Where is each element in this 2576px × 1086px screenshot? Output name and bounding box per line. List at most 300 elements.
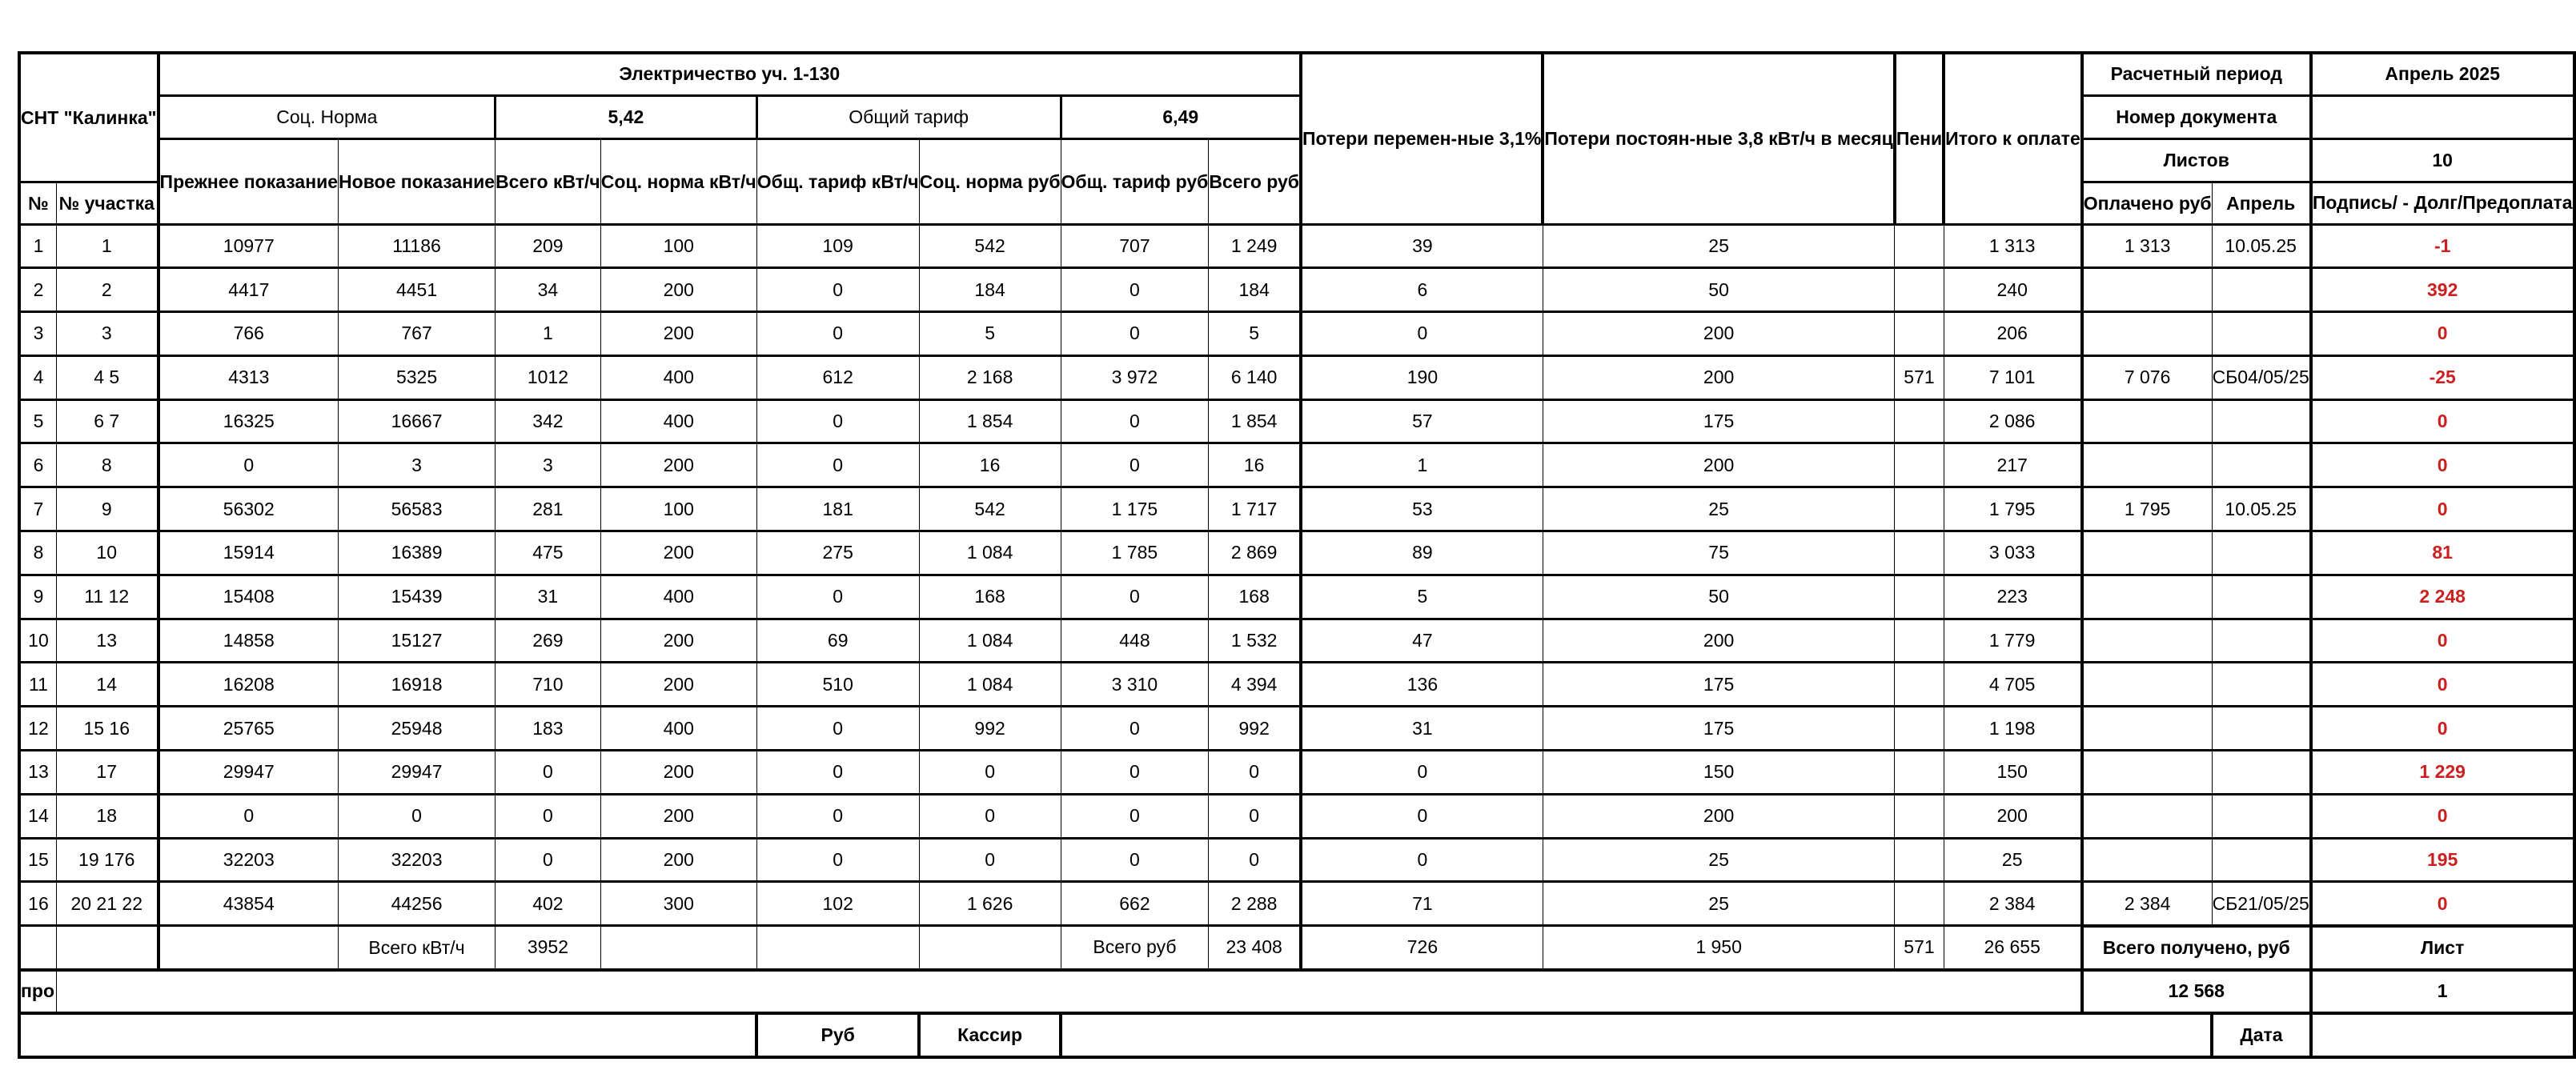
cell-common-kwh: 612 xyxy=(756,355,919,399)
cell-soc-rub: 1 084 xyxy=(919,663,1061,707)
cell-new-reading: 25948 xyxy=(339,707,496,751)
table-row xyxy=(19,751,2574,795)
totals-empty-plot xyxy=(56,926,158,970)
cell-new-reading: 767 xyxy=(339,312,496,356)
cell-penalty xyxy=(1895,794,1944,838)
sheet-value: 1 xyxy=(2311,970,2574,1014)
cell-losses-variable: 31 xyxy=(1301,707,1543,751)
cell-penalty xyxy=(1895,707,1944,751)
cell-common-kwh: 0 xyxy=(756,312,919,356)
totals-empty-soc-rub xyxy=(919,926,1061,970)
totals-empty-no xyxy=(19,926,56,970)
cell-plot-number: 20 21 22 xyxy=(56,882,158,926)
cell-total-rub: 0 xyxy=(1209,751,1301,795)
cell-soc-rub: 184 xyxy=(919,268,1061,312)
col-plot-number: № участка xyxy=(56,182,158,224)
cell-new-reading: 16918 xyxy=(339,663,496,707)
cell-total-kwh: 710 xyxy=(496,663,601,707)
cell-common-rub: 0 xyxy=(1061,794,1209,838)
cell-losses-constant: 25 xyxy=(1543,838,1894,882)
totals-total-due: 26 655 xyxy=(1944,926,2082,970)
cell-penalty xyxy=(1895,268,1944,312)
cell-payment-date xyxy=(2212,268,2311,312)
cell-plot-number: 11 12 xyxy=(56,575,158,619)
cell-penalty: 571 xyxy=(1895,355,1944,399)
cell-total-rub: 992 xyxy=(1209,707,1301,751)
cell-debt-status: 0 xyxy=(2311,443,2574,487)
cell-common-kwh: 102 xyxy=(756,882,919,926)
cell-common-rub: 0 xyxy=(1061,575,1209,619)
cell-prev-reading: 43854 xyxy=(158,882,339,926)
col-month: Апрель xyxy=(2212,182,2311,224)
cell-losses-variable: 6 xyxy=(1301,268,1543,312)
cell-losses-constant: 50 xyxy=(1543,575,1894,619)
cell-common-rub: 662 xyxy=(1061,882,1209,926)
cell-penalty xyxy=(1895,838,1944,882)
cell-soc-kwh: 200 xyxy=(600,268,756,312)
cell-plot-number: 14 xyxy=(56,663,158,707)
cell-total-kwh: 3 xyxy=(496,443,601,487)
cell-row-number: 15 xyxy=(19,838,56,882)
cell-soc-rub: 0 xyxy=(919,751,1061,795)
cell-common-rub: 0 xyxy=(1061,751,1209,795)
cell-row-number: 10 xyxy=(19,619,56,663)
cell-common-kwh: 109 xyxy=(756,224,919,268)
period-value: Апрель 2025 xyxy=(2311,53,2574,95)
cell-row-number: 16 xyxy=(19,882,56,926)
cell-total-rub: 2 869 xyxy=(1209,531,1301,575)
col-total-rub: Всего руб xyxy=(1209,138,1301,224)
col-soc-kwh: Соц. норма кВт/ч xyxy=(600,138,756,224)
cell-total-rub: 1 532 xyxy=(1209,619,1301,663)
cell-total-due: 200 xyxy=(1944,794,2082,838)
sheets-value: 10 xyxy=(2311,138,2574,182)
cell-penalty xyxy=(1895,224,1944,268)
cell-losses-variable: 57 xyxy=(1301,399,1543,443)
totals-empty-soc-kwh xyxy=(600,926,756,970)
cell-payment-date xyxy=(2212,399,2311,443)
cell-total-rub: 1 249 xyxy=(1209,224,1301,268)
totals-kwh-label: Всего кВт/ч xyxy=(339,926,496,970)
cell-total-rub: 0 xyxy=(1209,838,1301,882)
cell-total-kwh: 0 xyxy=(496,794,601,838)
cell-new-reading: 15439 xyxy=(339,575,496,619)
cell-new-reading: 5325 xyxy=(339,355,496,399)
cell-losses-variable: 89 xyxy=(1301,531,1543,575)
table-row xyxy=(19,399,2574,443)
table-row xyxy=(19,707,2574,751)
table-row xyxy=(19,443,2574,487)
footer-cashier-label: Кассир xyxy=(919,1013,1061,1057)
cell-common-kwh: 69 xyxy=(756,619,919,663)
col-signature-debt: Подпись/ - Долг/Предоплата xyxy=(2311,182,2574,224)
cell-prev-reading: 766 xyxy=(158,312,339,356)
cell-soc-kwh: 200 xyxy=(600,794,756,838)
common-tariff-value: 6,49 xyxy=(1061,95,1301,138)
cell-soc-rub: 992 xyxy=(919,707,1061,751)
cell-paid xyxy=(2082,399,2212,443)
cell-soc-rub: 1 626 xyxy=(919,882,1061,926)
cell-total-due: 1 779 xyxy=(1944,619,2082,663)
cell-common-rub: 0 xyxy=(1061,707,1209,751)
cell-soc-kwh: 200 xyxy=(600,312,756,356)
cell-total-rub: 0 xyxy=(1209,794,1301,838)
cell-total-due: 240 xyxy=(1944,268,2082,312)
cell-debt-status: 81 xyxy=(2311,531,2574,575)
footer-rub-label: Руб xyxy=(756,1013,919,1057)
cell-total-kwh: 342 xyxy=(496,399,601,443)
soc-norm-value: 5,42 xyxy=(496,95,757,138)
cell-payment-date: 10.05.25 xyxy=(2212,224,2311,268)
cell-debt-status: 1 229 xyxy=(2311,751,2574,795)
footer-date-label: Дата xyxy=(2212,1013,2311,1057)
cell-new-reading: 29947 xyxy=(339,751,496,795)
cell-plot-number: 10 xyxy=(56,531,158,575)
cell-total-due: 2 086 xyxy=(1944,399,2082,443)
cell-soc-rub: 542 xyxy=(919,487,1061,531)
org-name: СНТ "Калинка" xyxy=(19,53,158,182)
totals-empty-com-kwh xyxy=(756,926,919,970)
sheet-label: Лист xyxy=(2311,926,2574,970)
cell-debt-status: -1 xyxy=(2311,224,2574,268)
cell-plot-number: 3 xyxy=(56,312,158,356)
cell-payment-date xyxy=(2212,575,2311,619)
col-row-number: № xyxy=(19,182,56,224)
cell-losses-constant: 200 xyxy=(1543,443,1894,487)
cell-debt-status: 0 xyxy=(2311,794,2574,838)
cell-total-kwh: 31 xyxy=(496,575,601,619)
cell-new-reading: 3 xyxy=(339,443,496,487)
cell-total-due: 1 198 xyxy=(1944,707,2082,751)
cell-soc-rub: 1 084 xyxy=(919,619,1061,663)
cell-losses-variable: 0 xyxy=(1301,794,1543,838)
cell-soc-kwh: 100 xyxy=(600,487,756,531)
cell-penalty xyxy=(1895,312,1944,356)
cell-new-reading: 4451 xyxy=(339,268,496,312)
cell-soc-rub: 2 168 xyxy=(919,355,1061,399)
cell-total-due: 25 xyxy=(1944,838,2082,882)
cell-soc-kwh: 200 xyxy=(600,663,756,707)
cell-losses-constant: 25 xyxy=(1543,882,1894,926)
cell-prev-reading: 56302 xyxy=(158,487,339,531)
footer-blank-left xyxy=(19,1013,756,1057)
cell-total-due: 150 xyxy=(1944,751,2082,795)
cell-common-kwh: 0 xyxy=(756,443,919,487)
table-row xyxy=(19,663,2574,707)
cell-new-reading: 16389 xyxy=(339,531,496,575)
cell-debt-status: 0 xyxy=(2311,399,2574,443)
cell-prev-reading: 25765 xyxy=(158,707,339,751)
cell-total-due: 1 313 xyxy=(1944,224,2082,268)
footer-row xyxy=(19,1013,2574,1057)
cell-new-reading: 15127 xyxy=(339,619,496,663)
cell-total-kwh: 269 xyxy=(496,619,601,663)
cell-plot-number: 4 5 xyxy=(56,355,158,399)
table-row xyxy=(19,794,2574,838)
cell-row-number: 8 xyxy=(19,531,56,575)
received-row xyxy=(19,970,2574,1014)
losses-constant-header: Потери постоян-ные 3,8 кВт/ч в месяц xyxy=(1543,53,1894,224)
cell-debt-status: 2 248 xyxy=(2311,575,2574,619)
cell-prev-reading: 0 xyxy=(158,443,339,487)
cell-penalty xyxy=(1895,751,1944,795)
col-new-reading: Новое показание xyxy=(339,138,496,224)
totals-rub-label: Всего руб xyxy=(1061,926,1209,970)
cell-paid xyxy=(2082,663,2212,707)
cell-common-rub: 0 xyxy=(1061,443,1209,487)
cell-losses-variable: 1 xyxy=(1301,443,1543,487)
cell-row-number: 7 xyxy=(19,487,56,531)
sheet-title: Электричество уч. 1-130 xyxy=(158,53,1301,95)
cell-losses-variable: 39 xyxy=(1301,224,1543,268)
totals-empty-prev xyxy=(158,926,339,970)
cell-total-kwh: 1012 xyxy=(496,355,601,399)
cell-soc-kwh: 400 xyxy=(600,399,756,443)
cell-paid xyxy=(2082,575,2212,619)
cell-common-kwh: 510 xyxy=(756,663,919,707)
cell-total-kwh: 402 xyxy=(496,882,601,926)
cell-soc-kwh: 100 xyxy=(600,224,756,268)
cell-debt-status: 0 xyxy=(2311,487,2574,531)
table-row xyxy=(19,312,2574,356)
cell-payment-date: СБ04/05/25 xyxy=(2212,355,2311,399)
cell-prev-reading: 4417 xyxy=(158,268,339,312)
cell-losses-variable: 53 xyxy=(1301,487,1543,531)
cell-payment-date xyxy=(2212,531,2311,575)
cell-total-rub: 1 854 xyxy=(1209,399,1301,443)
cell-payment-date xyxy=(2212,838,2311,882)
cell-total-due: 3 033 xyxy=(1944,531,2082,575)
totals-rub: 23 408 xyxy=(1209,926,1301,970)
cell-losses-constant: 200 xyxy=(1543,619,1894,663)
cell-common-rub: 3 972 xyxy=(1061,355,1209,399)
totals-penalty: 571 xyxy=(1895,926,1944,970)
cell-new-reading: 32203 xyxy=(339,838,496,882)
cell-common-kwh: 0 xyxy=(756,707,919,751)
cell-payment-date xyxy=(2212,707,2311,751)
cell-debt-status: 392 xyxy=(2311,268,2574,312)
cell-soc-rub: 16 xyxy=(919,443,1061,487)
cell-plot-number: 1 xyxy=(56,224,158,268)
cell-total-rub: 6 140 xyxy=(1209,355,1301,399)
cell-row-number: 3 xyxy=(19,312,56,356)
cell-penalty xyxy=(1895,619,1944,663)
cell-common-rub: 1 175 xyxy=(1061,487,1209,531)
cell-losses-constant: 50 xyxy=(1543,268,1894,312)
cell-debt-status: 0 xyxy=(2311,707,2574,751)
cell-total-due: 1 795 xyxy=(1944,487,2082,531)
cell-total-due: 2 384 xyxy=(1944,882,2082,926)
soc-norm-label: Соц. Норма xyxy=(158,95,496,138)
table-row xyxy=(19,224,2574,268)
cell-prev-reading: 15408 xyxy=(158,575,339,619)
period-label: Расчетный период xyxy=(2082,53,2311,95)
totals-row xyxy=(19,926,2574,970)
cell-soc-rub: 1 854 xyxy=(919,399,1061,443)
cell-losses-constant: 175 xyxy=(1543,399,1894,443)
cell-paid: 1 313 xyxy=(2082,224,2212,268)
cell-row-number: 5 xyxy=(19,399,56,443)
cell-common-rub: 0 xyxy=(1061,838,1209,882)
pro-label: про xyxy=(19,970,56,1014)
cell-losses-constant: 200 xyxy=(1543,355,1894,399)
doc-number-value xyxy=(2311,95,2574,138)
cell-paid xyxy=(2082,794,2212,838)
cell-paid xyxy=(2082,531,2212,575)
table-row xyxy=(19,487,2574,531)
cell-prev-reading: 15914 xyxy=(158,531,339,575)
cell-losses-variable: 5 xyxy=(1301,575,1543,619)
cell-total-kwh: 183 xyxy=(496,707,601,751)
footer-date-value xyxy=(2311,1013,2574,1057)
total-received-label: Всего получено, руб xyxy=(2082,926,2311,970)
cell-row-number: 14 xyxy=(19,794,56,838)
cell-losses-variable: 136 xyxy=(1301,663,1543,707)
cell-new-reading: 11186 xyxy=(339,224,496,268)
cell-plot-number: 8 xyxy=(56,443,158,487)
cell-losses-variable: 0 xyxy=(1301,312,1543,356)
cell-soc-kwh: 300 xyxy=(600,882,756,926)
cell-total-due: 4 705 xyxy=(1944,663,2082,707)
cell-penalty xyxy=(1895,443,1944,487)
cell-penalty xyxy=(1895,487,1944,531)
cell-plot-number: 9 xyxy=(56,487,158,531)
table-row xyxy=(19,575,2574,619)
cell-losses-variable: 0 xyxy=(1301,751,1543,795)
cell-common-kwh: 0 xyxy=(756,268,919,312)
cell-plot-number: 17 xyxy=(56,751,158,795)
cell-soc-kwh: 200 xyxy=(600,751,756,795)
sheets-label: Листов xyxy=(2082,138,2311,182)
cell-paid: 7 076 xyxy=(2082,355,2212,399)
cell-soc-rub: 542 xyxy=(919,224,1061,268)
cell-paid xyxy=(2082,268,2212,312)
cell-losses-constant: 200 xyxy=(1543,312,1894,356)
received-blank xyxy=(56,970,2081,1014)
cell-plot-number: 19 176 xyxy=(56,838,158,882)
cell-paid: 2 384 xyxy=(2082,882,2212,926)
cell-plot-number: 15 16 xyxy=(56,707,158,751)
cell-soc-rub: 0 xyxy=(919,794,1061,838)
cell-plot-number: 18 xyxy=(56,794,158,838)
cell-total-rub: 5 xyxy=(1209,312,1301,356)
cell-payment-date xyxy=(2212,794,2311,838)
doc-number-label: Номер документа xyxy=(2082,95,2311,138)
cell-payment-date xyxy=(2212,751,2311,795)
cell-soc-kwh: 200 xyxy=(600,443,756,487)
cell-prev-reading: 4313 xyxy=(158,355,339,399)
cell-penalty xyxy=(1895,531,1944,575)
cell-row-number: 11 xyxy=(19,663,56,707)
total-due-header: Итого к оплате xyxy=(1944,53,2082,224)
cell-debt-status: 0 xyxy=(2311,663,2574,707)
cell-losses-variable: 190 xyxy=(1301,355,1543,399)
electricity-billing-sheet xyxy=(18,51,2576,1059)
totals-losses-variable: 726 xyxy=(1301,926,1543,970)
cell-new-reading: 56583 xyxy=(339,487,496,531)
cell-prev-reading: 10977 xyxy=(158,224,339,268)
col-total-kwh: Всего кВт/ч xyxy=(496,138,601,224)
cell-soc-kwh: 400 xyxy=(600,355,756,399)
cell-row-number: 13 xyxy=(19,751,56,795)
cell-total-kwh: 0 xyxy=(496,751,601,795)
cell-common-rub: 0 xyxy=(1061,399,1209,443)
cell-total-kwh: 475 xyxy=(496,531,601,575)
cell-penalty xyxy=(1895,663,1944,707)
cell-soc-kwh: 400 xyxy=(600,707,756,751)
col-prev-reading: Прежнее показание xyxy=(158,138,339,224)
cell-paid xyxy=(2082,707,2212,751)
table-row xyxy=(19,531,2574,575)
cell-losses-variable: 47 xyxy=(1301,619,1543,663)
table-row xyxy=(19,619,2574,663)
cell-soc-rub: 168 xyxy=(919,575,1061,619)
cell-total-kwh: 0 xyxy=(496,838,601,882)
cell-soc-kwh: 200 xyxy=(600,838,756,882)
cell-common-rub: 3 310 xyxy=(1061,663,1209,707)
cell-plot-number: 6 7 xyxy=(56,399,158,443)
cell-common-kwh: 0 xyxy=(756,794,919,838)
cell-paid xyxy=(2082,619,2212,663)
cell-common-kwh: 275 xyxy=(756,531,919,575)
cell-penalty xyxy=(1895,882,1944,926)
common-tariff-label: Общий тариф xyxy=(756,95,1061,138)
cell-row-number: 4 xyxy=(19,355,56,399)
cell-row-number: 12 xyxy=(19,707,56,751)
cell-total-kwh: 281 xyxy=(496,487,601,531)
col-soc-rub: Соц. норма руб xyxy=(919,138,1061,224)
cell-prev-reading: 14858 xyxy=(158,619,339,663)
cell-debt-status: 0 xyxy=(2311,619,2574,663)
cell-common-rub: 0 xyxy=(1061,312,1209,356)
cell-payment-date xyxy=(2212,312,2311,356)
cell-losses-constant: 25 xyxy=(1543,487,1894,531)
losses-variable-header: Потери перемен-ные 3,1% xyxy=(1301,53,1543,224)
cell-total-kwh: 1 xyxy=(496,312,601,356)
cell-total-rub: 16 xyxy=(1209,443,1301,487)
cell-total-due: 7 101 xyxy=(1944,355,2082,399)
cell-losses-constant: 150 xyxy=(1543,751,1894,795)
col-paid: Оплачено руб xyxy=(2082,182,2212,224)
cell-losses-variable: 71 xyxy=(1301,882,1543,926)
cell-common-rub: 707 xyxy=(1061,224,1209,268)
table-row xyxy=(19,355,2574,399)
cell-soc-rub: 5 xyxy=(919,312,1061,356)
cell-total-due: 217 xyxy=(1944,443,2082,487)
cell-common-rub: 1 785 xyxy=(1061,531,1209,575)
cell-paid xyxy=(2082,751,2212,795)
table-row xyxy=(19,838,2574,882)
cell-debt-status: 0 xyxy=(2311,882,2574,926)
table-row xyxy=(19,882,2574,926)
col-common-rub: Общ. тариф руб xyxy=(1061,138,1209,224)
cell-prev-reading: 29947 xyxy=(158,751,339,795)
cell-total-due: 223 xyxy=(1944,575,2082,619)
cell-payment-date xyxy=(2212,663,2311,707)
cell-soc-kwh: 400 xyxy=(600,575,756,619)
cell-total-due: 206 xyxy=(1944,312,2082,356)
cell-losses-constant: 200 xyxy=(1543,794,1894,838)
cell-paid: 1 795 xyxy=(2082,487,2212,531)
cell-common-kwh: 0 xyxy=(756,751,919,795)
cell-total-kwh: 34 xyxy=(496,268,601,312)
cell-paid xyxy=(2082,312,2212,356)
cell-soc-kwh: 200 xyxy=(600,531,756,575)
cell-payment-date: СБ21/05/25 xyxy=(2212,882,2311,926)
cell-plot-number: 13 xyxy=(56,619,158,663)
cell-losses-constant: 175 xyxy=(1543,707,1894,751)
cell-prev-reading: 16325 xyxy=(158,399,339,443)
